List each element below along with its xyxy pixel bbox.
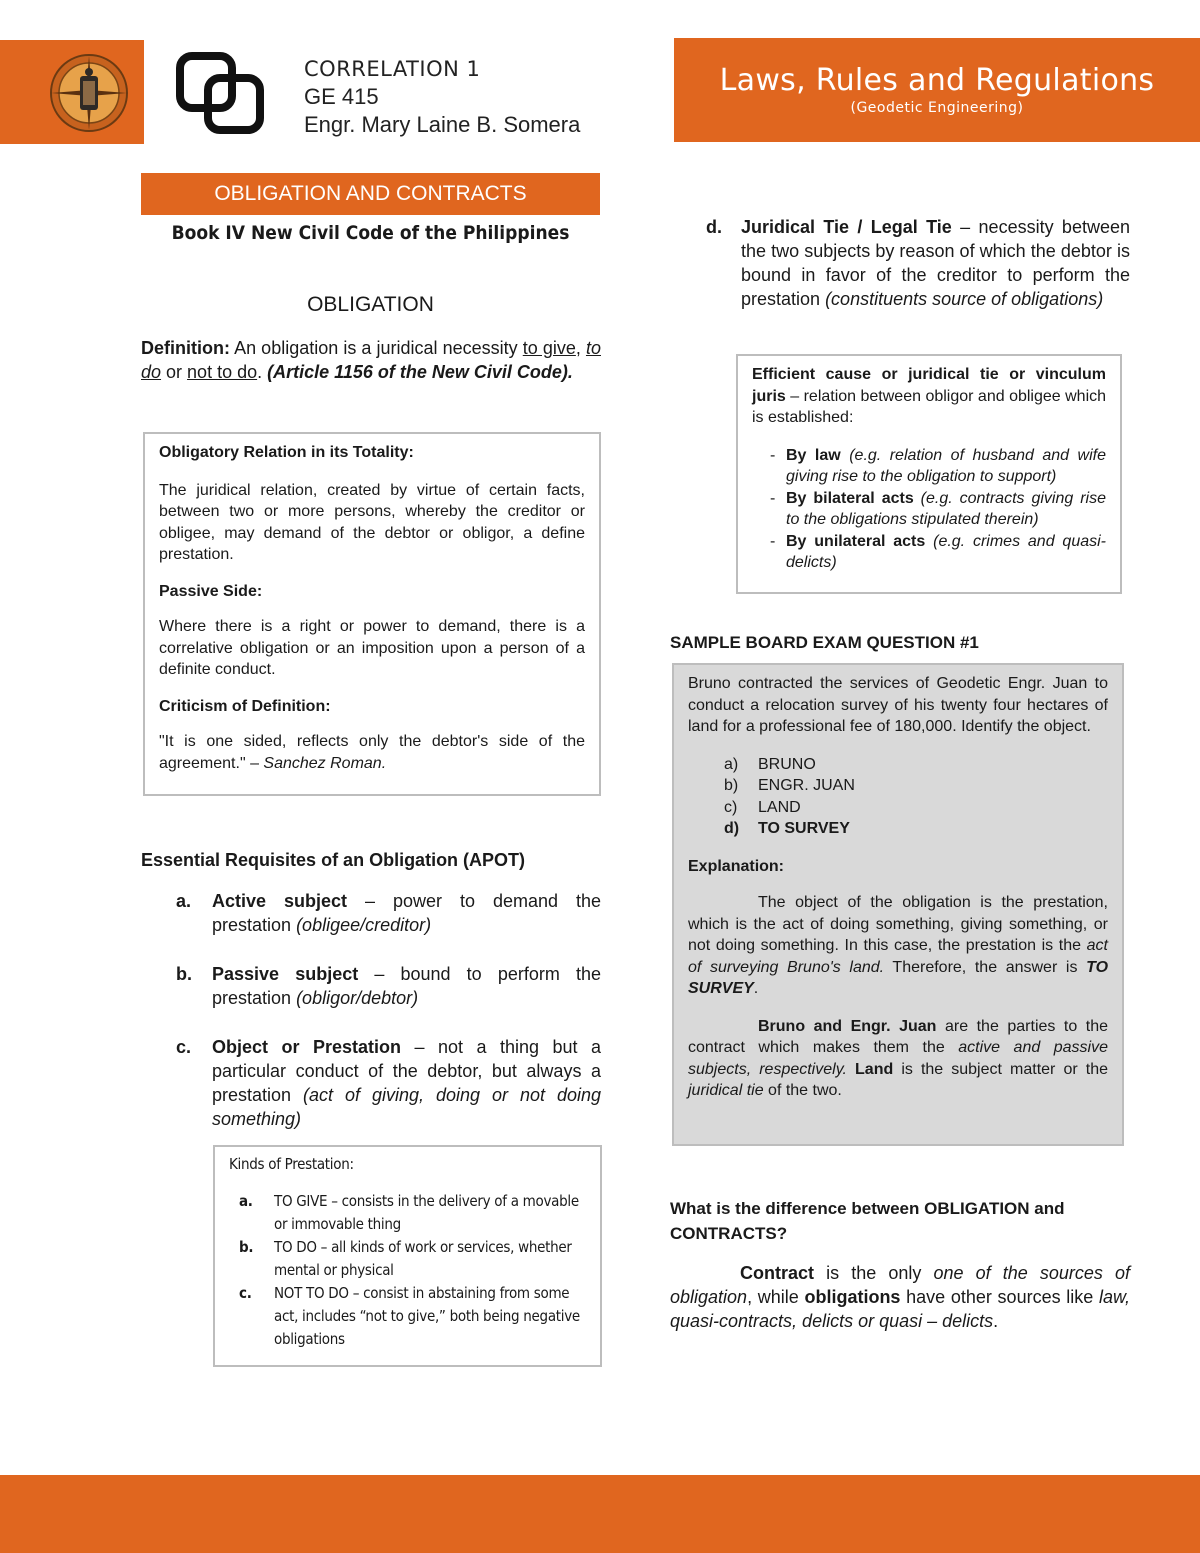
explanation-paragraph [688, 1016, 1108, 1102]
requisite-note: (act of giving, doing or not doing something) [212, 1085, 601, 1129]
tie-item [752, 488, 1106, 531]
kind-item [229, 1236, 586, 1282]
answer-option [688, 797, 1108, 819]
criticism-author: Sanchez Roman. [263, 754, 387, 772]
answer-text: is the only [814, 1263, 934, 1283]
option-text: TO SURVEY [758, 820, 850, 837]
obligations-term: obligations [804, 1287, 901, 1307]
tie-heading: Efficient cause or juridical tie or vinculum juris [752, 366, 1106, 405]
requisite-note: (obligor/debtor) [296, 988, 419, 1008]
definition-text: An obligation is a juridical necessity [229, 338, 523, 358]
explanation-heading: Explanation: [688, 857, 785, 875]
definition-label: Definition: [141, 338, 230, 358]
kind-item [229, 1282, 586, 1351]
to-do-term: to do [141, 338, 601, 382]
kind-letter: b. [239, 1238, 254, 1256]
option-letter: d) [724, 820, 740, 837]
document-subtitle: (Geodetic Engineering) [850, 100, 1024, 116]
answer-option [688, 754, 1108, 776]
requisite-note: (constituents source of obligations) [825, 289, 1104, 309]
totality-box [143, 432, 601, 796]
difference-answer [670, 1261, 1130, 1333]
answer-text: , while [747, 1287, 805, 1307]
kind-desc: – consist in abstaining from some act, includes “not to give,” both being negative obligations [274, 1284, 580, 1348]
requisite-item [141, 962, 601, 1010]
explanation-text: is the subject matter or the [893, 1060, 1108, 1078]
not-to-do-term: not to do [187, 362, 258, 382]
sample-question-box [672, 663, 1124, 1146]
course-info [304, 55, 580, 139]
tie-item [752, 445, 1106, 488]
criticism-quote: "It is one sided, reflects only the debtor's side of the agreement." – [159, 733, 585, 772]
kind-letter: a. [239, 1192, 253, 1210]
kind-item [229, 1190, 586, 1236]
separator: or [161, 362, 188, 382]
requisite-letter: d. [706, 217, 722, 237]
totality-heading: Obligatory Relation in its Totality: [159, 444, 414, 461]
document-title: Laws, Rules and Regulations [719, 63, 1155, 98]
to-give-term: to give [522, 338, 576, 358]
explanation-text: of the two. [763, 1082, 842, 1099]
totality-text: The juridical relation, created by virtue of certain facts, between two or more persons, whereby the creditor or obligee, may demand of the debtor or obligor, a define prestation. [159, 481, 585, 563]
tie-term: By bilateral acts [786, 489, 914, 507]
tie-note: (e.g. crimes and quasi-delicts) [786, 532, 1107, 571]
requisite-term: Passive subject [212, 964, 359, 984]
tie-term: By law [786, 446, 841, 464]
bullet-dash: - [770, 532, 776, 550]
kind-desc: – all kinds of work or services, whether mental or physical [274, 1238, 572, 1279]
requisite-desc: – necessity between the two subjects by reason of which the debtor is bound in favor of the creditor to perform the prestation [741, 217, 1130, 309]
correlation-label: CORRELATION 1 [304, 57, 481, 81]
tie-desc: – relation between obligor and obligee which is established: [752, 387, 1107, 426]
requisite-letter: a. [176, 891, 192, 911]
requisite-letter: c. [176, 1037, 192, 1057]
explanation-emphasis: active and passive subjects, respectively. [688, 1039, 1109, 1078]
course-code: GE 415 [304, 84, 379, 109]
option-letter: b) [724, 777, 739, 794]
requisite-desc: – not a thing but a particular conduct of the debtor, but always a prestation [212, 1037, 601, 1105]
kind-term: TO DO [274, 1238, 317, 1256]
correct-answer-option [688, 818, 1108, 840]
tie-intro [752, 364, 1106, 429]
tie-item [752, 531, 1106, 574]
document-title-panel [674, 38, 1200, 142]
explanation-text: . [753, 980, 759, 997]
question-text: Bruno contracted the services of Geodetic Engr. Juan to conduct a relocation survey of his twenty four hectares of land for a professional fee of 180,000. Identify the object. [688, 675, 1108, 735]
requisite-text [212, 1035, 601, 1131]
sample-question-heading: SAMPLE BOARD EXAM QUESTION #1 [670, 633, 979, 652]
requisite-note: (obligee/creditor) [296, 915, 432, 935]
option-letter: a) [724, 755, 739, 773]
passive-side-text: Where there is a right or power to demand, there is a correlative obligation or an imposition upon a person of a definite conduct. [159, 618, 585, 678]
difference-heading: What is the difference between OBLIGATION and CONTRACTS? [670, 1199, 1065, 1243]
kinds-of-prestation-box [213, 1145, 602, 1367]
requisite-text [741, 215, 1130, 311]
explanation-text: are the parties to the contract which makes them the [688, 1017, 1109, 1056]
requisite-item [670, 215, 1130, 311]
answer-text: have other sources like [900, 1287, 1099, 1307]
requisite-term: Object or Prestation [212, 1037, 401, 1057]
explanation-paragraph [688, 892, 1108, 1000]
answer-option [688, 775, 1108, 797]
separator: . [257, 362, 268, 382]
kind-letter: c. [239, 1284, 252, 1302]
obligation-heading: OBLIGATION [307, 293, 434, 316]
definition-paragraph [141, 336, 601, 384]
bullet-dash: - [770, 489, 776, 507]
tie-note: (e.g. relation of husband and wife giving rise to the obligation to support) [786, 446, 1107, 485]
apot-heading: Essential Requisites of an Obligation (APOT) [141, 850, 526, 870]
contract-term: Contract [740, 1263, 815, 1283]
option-text: ENGR. JUAN [758, 777, 855, 794]
criticism-text [159, 731, 585, 774]
requisite-item [141, 889, 601, 937]
explanation-emphasis: act of surveying Bruno's land. [688, 937, 1108, 976]
requisite-term: Juridical Tie / Legal Tie [741, 217, 952, 237]
explanation-land: Land [855, 1060, 894, 1078]
kind-term: NOT TO DO [274, 1284, 349, 1302]
juridical-tie-box [736, 354, 1122, 594]
footer-bar [0, 1475, 1200, 1553]
kinds-heading: Kinds of Prestation: [229, 1155, 354, 1173]
requisite-desc: – bound to perform the prestation [212, 964, 601, 1008]
passive-side-heading: Passive Side: [159, 582, 263, 600]
requisite-text [212, 889, 601, 937]
bullet-dash: - [770, 446, 776, 464]
requisite-letter: b. [176, 964, 192, 984]
requisite-text [212, 962, 601, 1010]
answer-text: . [993, 1311, 999, 1331]
kind-term: TO GIVE [274, 1192, 328, 1210]
university-seal-icon [42, 48, 136, 138]
instructor-name: Engr. Mary Laine B. Somera [304, 112, 581, 137]
option-text: BRUNO [758, 755, 816, 773]
tie-note: (e.g. contracts giving rise to the obligations stipulated therein) [786, 489, 1106, 528]
answer-emphasis: law, quasi-contracts, delicts or quasi – delicts [670, 1287, 1130, 1331]
separator: , [575, 338, 586, 358]
explanation-text: Therefore, the answer is [884, 958, 1087, 976]
requisite-desc: – power to demand the prestation [212, 891, 602, 935]
answer-emphasis: one of the sources of obligation [670, 1263, 1131, 1307]
explanation-emphasis: juridical tie [688, 1082, 764, 1099]
kind-desc: – consists in the delivery of a movable or immovable thing [274, 1192, 579, 1233]
course-logo-icon [176, 52, 266, 134]
explanation-parties: Bruno and Engr. Juan [758, 1017, 937, 1035]
option-letter: c) [724, 798, 738, 816]
section-bar: OBLIGATION AND CONTRACTS [141, 173, 600, 215]
option-text: LAND [758, 798, 801, 816]
book-title: Book IV New Civil Code of the Philippines [171, 222, 570, 244]
requisite-item [141, 1035, 601, 1131]
article-reference: (Article 1156 of the New Civil Code). [267, 362, 573, 382]
explanation-answer: TO SURVEY [688, 958, 1109, 997]
requisite-term: Active subject [212, 891, 348, 911]
criticism-heading: Criticism of Definition: [159, 697, 331, 715]
tie-term: By unilateral acts [786, 532, 926, 550]
explanation-text: The object of the obligation is the prestation, which is the act of doing something, giving something, or not doing something. In this case, the prestation is the [688, 894, 1108, 954]
